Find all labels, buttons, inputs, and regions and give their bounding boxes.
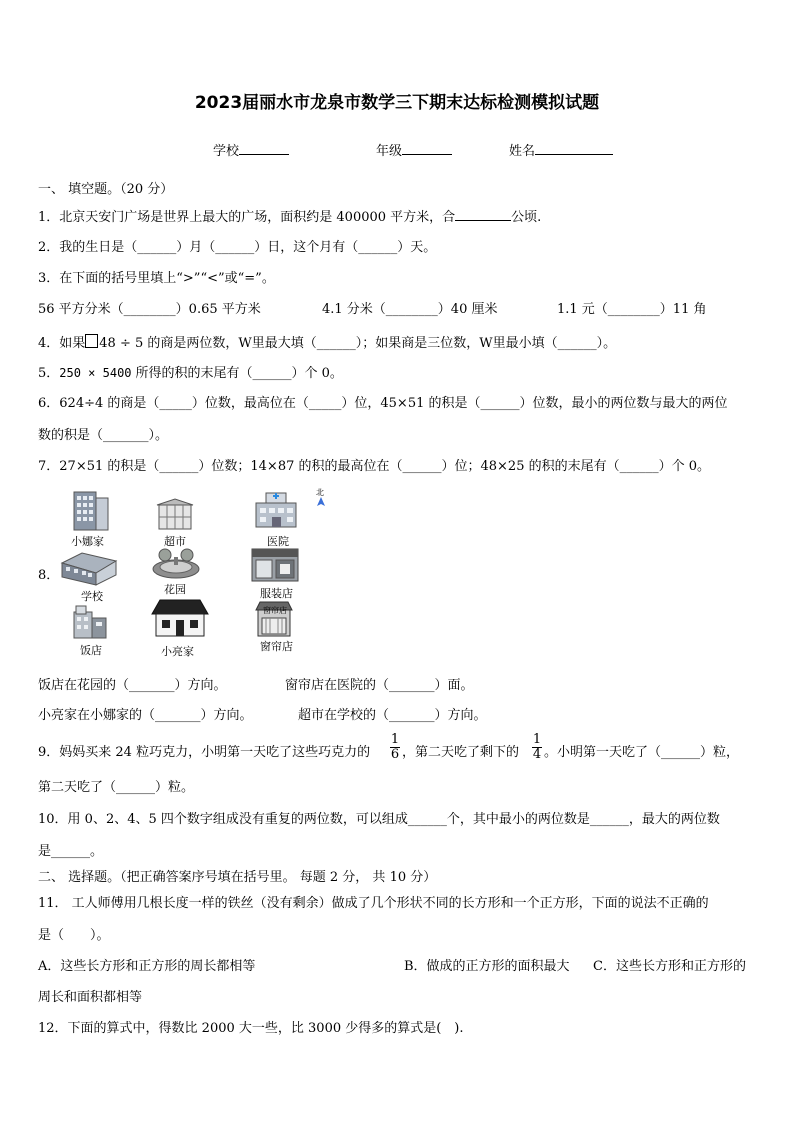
question-11-option-c[interactable]: C．这些长方形和正方形的 <box>593 959 746 974</box>
north-arrow-icon <box>317 497 325 507</box>
xiaona-home-icon <box>70 490 112 532</box>
question-10-line1: 10．用 0、2、4、5 四个数字组成没有重复的两位数，可以组成______个，其中最小的两位数是______，最大的两位数 <box>38 812 720 827</box>
question-11-option-b[interactable]: B．做成的正方形的面积最大 <box>404 959 570 974</box>
question-8-a: 饭店在花园的（_______）方向。 <box>38 678 227 693</box>
section-choice: 二、 选择题。（把正确答案序号填在括号里。 每题 2 分， 共 10 分） <box>38 870 437 885</box>
hospital-label: 医院 <box>267 535 289 548</box>
clothing-store-icon <box>250 547 300 583</box>
question-1: 1．北京天安门广场是世界上最大的广场，面积约是 400000 平方米，合 公顷. <box>38 210 542 225</box>
garden-icon <box>151 547 201 579</box>
xiaoliang-home-label: 小亮家 <box>161 645 194 658</box>
question-7: 7．27×51 的积是（______）位数；14×87 的积的最高位在（______）位；48×25 的积的末尾有（______）个 0。 <box>38 459 711 474</box>
supermarket-icon <box>155 497 195 531</box>
question-3: 3．在下面的括号里填上“>”“<”或“=”。 <box>38 271 275 286</box>
question-9-c: 。小明第一天吃了（______）粒， <box>544 745 740 760</box>
question-3-b: 4.1 分米（________）40 厘米 <box>322 302 498 317</box>
question-9-b: ，第二天吃了剩下的 <box>402 745 520 760</box>
question-11-line2: 是（ ）。 <box>38 928 110 943</box>
blank-box <box>85 334 98 348</box>
section-fill-blank: 一、 填空题。（20 分） <box>38 182 174 197</box>
question-6-line2: 数的积是（_______）。 <box>38 428 169 443</box>
question-8-c: 小亮家在小娜家的（_______）方向。 <box>38 708 253 723</box>
school-label: 学校 <box>81 590 103 603</box>
question-8-number: 8． <box>38 568 60 583</box>
grade-label: 年级 <box>376 144 403 159</box>
hotel-icon <box>70 604 110 640</box>
fraction-one-sixth: 1 6 <box>390 732 400 762</box>
question-2: 2．我的生日是（______）月（______）日，这个月有（______）天。 <box>38 240 437 255</box>
question-12: 12．下面的算式中，得数比 2000 大一些，比 3000 少得多的算式是( ). <box>38 1021 464 1036</box>
hotel-label: 饭店 <box>80 644 102 657</box>
question-5: 5．250 × 5400 所得的积的末尾有（______）个 0。 <box>38 366 343 381</box>
xiaoliang-home-icon <box>150 598 210 638</box>
supermarket-label: 超市 <box>164 535 186 548</box>
question-4: 4．如果 48 ÷ 5 的商是两位数，W里最大填（______）；如果商是三位数，W里最小填（______）。 <box>38 336 617 351</box>
school-field[interactable] <box>213 142 289 160</box>
page-title: 2023届丽水市龙泉市数学三下期末达标检测模拟试题 <box>194 93 600 113</box>
school-label: 学校 <box>213 144 240 159</box>
question-11-option-c-cont: 周长和面积都相等 <box>38 990 143 1005</box>
question-8-d: 超市在学校的（_______）方向。 <box>298 708 487 723</box>
question-11-option-a[interactable]: A．这些长方形和正方形的周长都相等 <box>38 959 256 974</box>
name-label: 姓名 <box>509 144 536 159</box>
clothing-store-label: 服装店 <box>260 587 293 600</box>
question-3-c: 1.1 元（________）11 角 <box>557 302 707 317</box>
garden-label: 花园 <box>164 583 186 596</box>
north-label: 北 <box>316 488 324 497</box>
question-6-line1: 6．624÷4 的商是（_____）位数，最高位在（_____）位，45×51 的积是（______）位数，最小的两位数与最大的两位 <box>38 396 728 411</box>
expression: 250 × 5400 <box>59 366 132 380</box>
question-9-d: 第二天吃了（______）粒。 <box>38 780 195 795</box>
fraction-one-fourth: 1 4 <box>532 732 542 762</box>
question-11-line1: 11． 工人师傅用几根长度一样的铁丝（没有剩余）做成了几个形状不同的长方形和一个正方形，下面的说法不正确的 <box>38 896 709 911</box>
xiaona-home-label: 小娜家 <box>71 535 104 548</box>
school-icon <box>58 549 120 587</box>
question-9-a: 9．妈妈买来 24 粒巧克力，小明第一天吃了这些巧克力的 <box>38 745 371 760</box>
hospital-icon <box>254 489 298 529</box>
curtain-store-sign: 窗帘店 <box>263 606 287 615</box>
name-field[interactable] <box>509 142 613 160</box>
curtain-store-label: 窗帘店 <box>260 640 293 653</box>
grade-field[interactable] <box>376 142 452 160</box>
question-8-b: 窗帘店在医院的（_______）面。 <box>285 678 474 693</box>
question-10-line2: 是______。 <box>38 844 104 859</box>
question-3-a: 56 平方分米（________）0.65 平方米 <box>38 302 261 317</box>
